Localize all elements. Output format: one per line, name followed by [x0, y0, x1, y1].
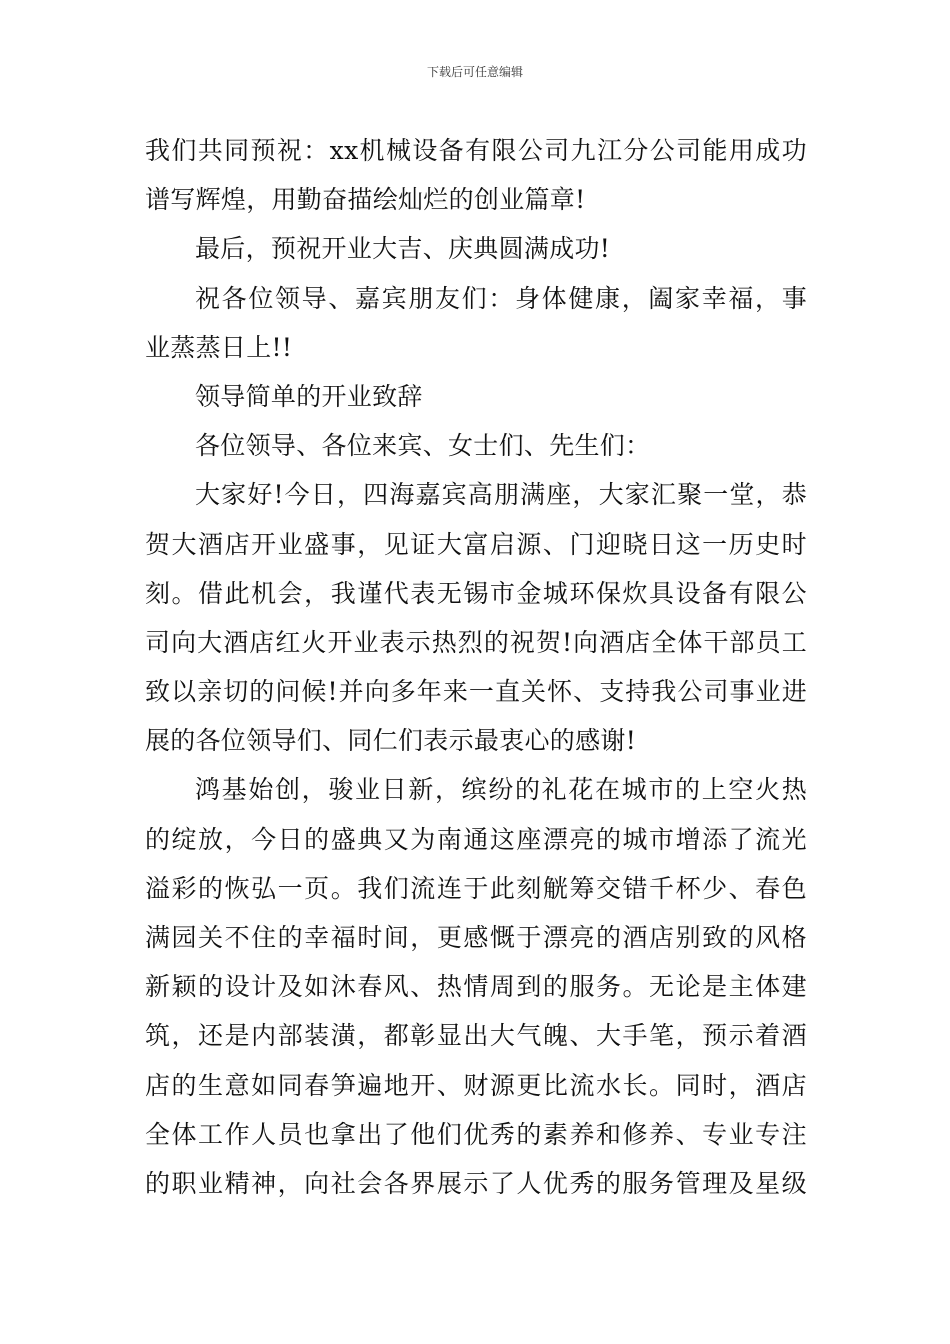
text-line: 店的生意如同春笋遍地开、财源更比流水长。同时，酒店 [145, 1070, 807, 1100]
text-line: 全体工作人员也拿出了他们优秀的素养和修养、专业专注 [145, 1119, 807, 1149]
text-line: 新颖的设计及如沐春风、热情周到的服务。无论是主体建 [145, 972, 807, 1002]
page-header: 下载后可任意编辑 [426, 65, 523, 79]
text-line: 展的各位领导们、同仁们表示最衷心的感谢! [145, 726, 637, 756]
text-line: 谱写辉煌，用勤奋描绘灿烂的创业篇章! [145, 185, 586, 215]
text-line: 贺大酒店开业盛事，见证大富启源、门迎晓日这一历史时 [145, 529, 807, 559]
section-heading: 领导简单的开业致辞 [195, 381, 423, 411]
text-line: 最后，预祝开业大吉、庆典圆满成功! [195, 234, 611, 264]
text-line: 我们共同预祝：xx机械设备有限公司九江分公司能用成功 [145, 136, 807, 165]
text-line: 业蒸蒸日上!! [145, 332, 293, 362]
text-line: 的绽放，今日的盛典又为南通这座漂亮的城市增添了流光 [145, 824, 807, 854]
text-line: 司向大酒店红火开业表示热烈的祝贺!向酒店全体干部员工 [145, 627, 807, 657]
text-line: 大家好!今日，四海嘉宾高朋满座，大家汇聚一堂，恭 [195, 480, 807, 510]
text-line: 致以亲切的问候!并向多年来一直关怀、支持我公司事业进 [145, 677, 807, 707]
text-line: 鸿基始创，骏业日新，缤纷的礼花在城市的上空火热 [195, 775, 807, 805]
salutation: 各位领导、各位来宾、女士们、先生们： [195, 431, 651, 461]
text-line: 祝各位领导、嘉宾朋友们：身体健康，阖家幸福，事 [195, 283, 807, 313]
text-line: 刻。借此机会，我谨代表无锡市金城环保炊具设备有限公 [145, 578, 807, 608]
document-body [145, 126, 807, 1208]
text-line: 筑，还是内部装潢，都彰显出大气魄、大手笔，预示着酒 [145, 1021, 807, 1051]
text-line: 溢彩的恢弘一页。我们流连于此刻觥筹交错千杯少、春色 [145, 873, 807, 903]
text-line: 满园关不住的幸福时间，更感慨于漂亮的酒店别致的风格 [145, 923, 807, 952]
text-line: 的职业精神，向社会各界展示了人优秀的服务管理及星级 [145, 1168, 807, 1198]
